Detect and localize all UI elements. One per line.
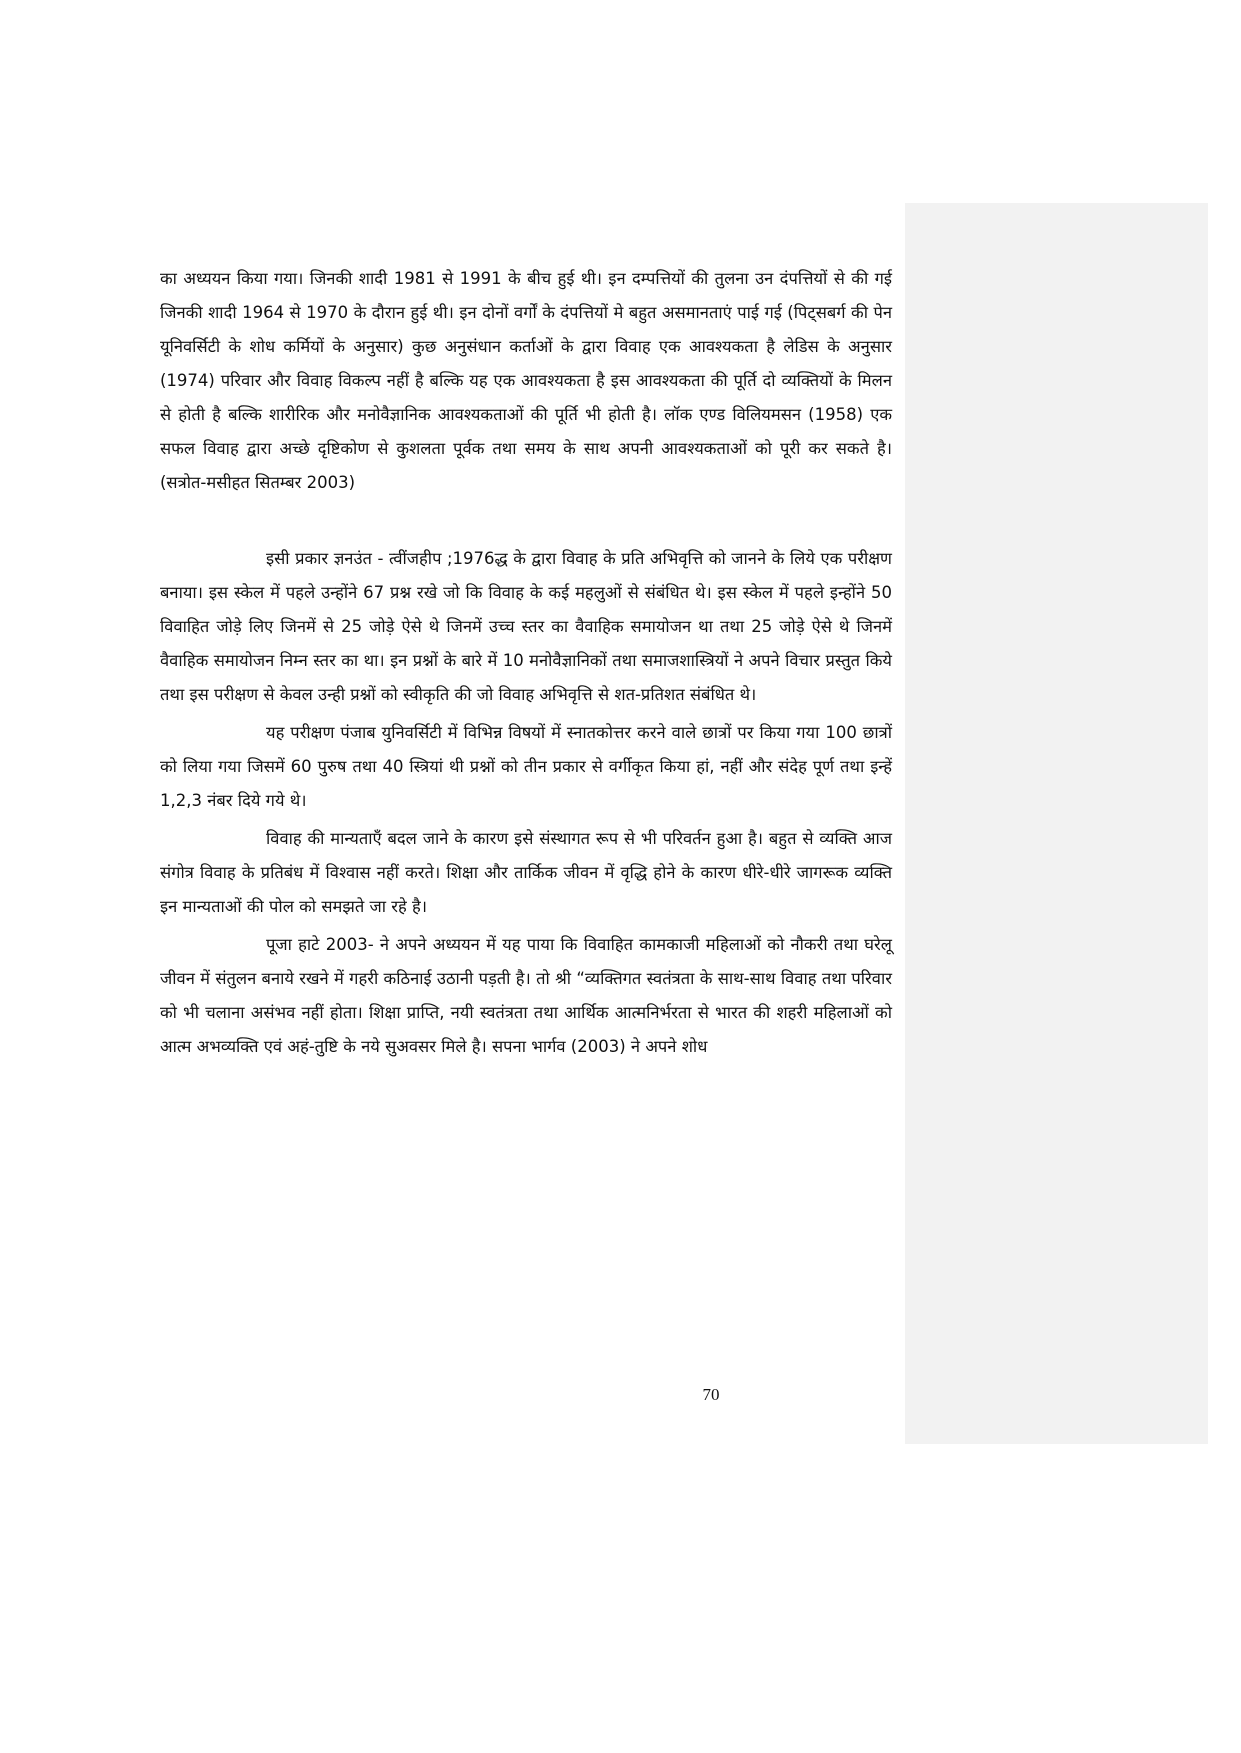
page-number: 70: [702, 1385, 720, 1404]
comment-margin-pane: [905, 203, 1208, 1444]
paragraph-2: इसी प्रकार ज्ञनउंत - त्वींजहीप ;1976द्ध के द्वारा विवाह के प्रति अभिवृत्ति को जानने के लिये एक परीक्षण बनाया। इस स्केल में पहले उन्होंने 67 प्रश्न रखे जो कि विवाह के कई महलुओं से संबंधित थे। इस स्केल में पहले इन्होंने 50 विवाहित जोड़े लिए जिनमें से 25 जोड़े ऐसे थे जिनमें उच्च स्तर का वैवाहिक समायोजन था तथा 25 जोड़े ऐसे थे जिनमें वैवाहिक समायोजन निम्न स्तर का था। इन प्रश्नों के बारे में 10 मनोवैज्ञानिकों तथा समाजशास्त्रियों ने अपने विचार प्रस्तुत किये तथा इस परीक्षण से केवल उन्ही प्रश्नों को स्वीकृति की जो विवाह अभिवृत्ति से शत-प्रतिशत संबंधित थे।: [160, 549, 892, 704]
paragraph-1: का अध्ययन किया गया। जिनकी शादी 1981 से 1991 के बीच हुई थी। इन दम्पत्तियों की तुलना उन दंपत्तियों से की गई जिनकी शादी 1964 से 1970 के दौरान हुई थी। इन दोनों वर्गों के दंपत्तियों मे बहुत असमानताएं पाई गई (पिट्सबर्ग की पेन यूनिवर्सिटी के शोध कर्मियों के अनुसार) कुछ अनुसंधान कर्ताओं के द्वारा विवाह एक आवश्यकता है लेडिस के अनुसार (1974) परिवार और विवाह विकल्प नहीं है बल्कि यह एक आवश्यकता है इस आवश्यकता की पूर्ति दो व्यक्तियों के मिलन से होती है बल्कि शारीरिक और मनोवैज्ञानिक आवश्यकताओं की पूर्ति भी होती है। लॉक एण्ड विलियमसन (1958) एक सफल विवाह द्वारा अच्छे दृष्टिकोण से कुशलता पूर्वक तथा समय के साथ अपनी आवश्यकताओं को पूरी कर सकते है। (सत्रोत-मसीहत सितम्बर 2003): [160, 269, 892, 492]
paragraph-4: विवाह की मान्यताएँ बदल जाने के कारण इसे संस्थागत रूप से भी परिवर्तन हुआ है। बहुत से व्यक्ति आज संगोत्र विवाह के प्रतिबंध में विश्वास नहीं करते। शिक्षा और तार्किक जीवन में वृद्धि होने के कारण धीरे-धीरे जागरूक व्यक्ति इन मान्यताओं की पोल को समझते जा रहे है।: [160, 829, 892, 916]
paragraph-5: पूजा हाटे 2003- ने अपने अध्ययन में यह पाया कि विवाहित कामकाजी महिलाओं को नौकरी तथा घरेलू जीवन में संतुलन बनाये रखने में गहरी कठिनाई उठानी पड़ती है। तो श्री “व्यक्तिगत स्वतंत्रता के साथ-साथ विवाह तथा परिवार को भी चलाना असंभव नहीं होता। शिक्षा प्राप्ति, नयी स्वतंत्रता तथा आर्थिक आत्मनिर्भरता से भारत की शहरी महिलाओं को आत्म अभव्यक्ति एवं अहं-तुष्टि के नये सुअवसर मिले है। सपना भार्गव (2003) ने अपने शोध: [160, 935, 892, 1056]
paragraph-3: यह परीक्षण पंजाब युनिवर्सिटी में विभिन्न विषयों में स्नातकोत्तर करने वाले छात्रों पर किया गया 100 छात्रों को लिया गया जिसमें 60 पुरुष तथा 40 स्त्रियां थी प्रश्नों को तीन प्रकार से वर्गीकृत किया हां, नहीं और संदेह पूर्ण तथा इन्हें 1,2,3 नंबर दिये गये थे।: [160, 723, 892, 810]
document-body: [160, 262, 892, 1064]
